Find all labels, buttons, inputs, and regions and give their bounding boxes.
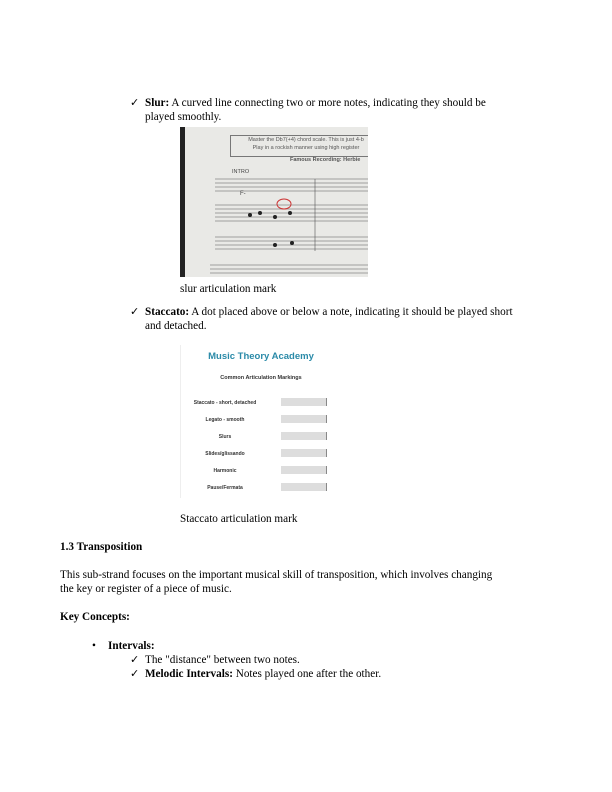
slur-sheet-music-image [180, 127, 368, 277]
check-icon: ✓ [130, 306, 140, 318]
check-icon: ✓ [130, 654, 140, 666]
staccato-definition-cont: and detached. [145, 320, 207, 332]
slur-definition-cont: played smoothly. [145, 111, 222, 123]
interval-definition: The "distance" between two notes. [145, 654, 300, 666]
paragraph: This sub-strand focuses on the important musical skill of transposition, which involves changing [60, 569, 493, 581]
bullet-icon: • [92, 640, 96, 652]
check-icon: ✓ [130, 97, 140, 109]
key-concepts-heading: Key Concepts: [60, 611, 130, 623]
articulation-staff [281, 432, 327, 440]
check-icon: ✓ [130, 668, 140, 680]
section-heading: 1.3 Transposition [60, 541, 143, 553]
image-caption: Staccato articulation mark [180, 513, 298, 525]
articulation-staff [281, 466, 327, 474]
intervals-label: Intervals: [108, 640, 155, 652]
articulation-row-label: Legato - smooth [205, 417, 245, 423]
image-caption: slur articulation mark [180, 283, 277, 295]
articulation-row-label: Pause/Fermata [207, 485, 243, 491]
staff-lines-icon [180, 127, 368, 277]
articulation-row-label: Slides/glissando [205, 451, 245, 457]
articulation-row-label: Harmonic [213, 468, 237, 474]
image-text: Master the Db7(+4) chord scale. This is just 4-b [248, 137, 364, 143]
image-text: INTRO [232, 169, 250, 175]
articulation-staff [281, 483, 327, 491]
staccato-definition: Staccato: A dot placed above or below a note, indicating it should be played short [145, 306, 513, 318]
articulation-row-label: Staccato - short, detached [193, 400, 257, 406]
articulation-row-label: Slurs [218, 434, 232, 440]
image-text: Play in a rockish manner using high register [252, 145, 360, 151]
articulation-staff [281, 449, 327, 457]
image-title: Music Theory Academy [208, 351, 314, 362]
slur-definition: Slur: A curved line connecting two or more notes, indicating they should be [145, 97, 486, 109]
articulation-staff [281, 398, 327, 406]
image-text: F- [240, 191, 246, 197]
image-subtitle: Common Articulation Markings [220, 375, 302, 381]
melodic-intervals: Melodic Intervals: Notes played one after the other. [145, 668, 382, 680]
image-text: Famous Recording: Herbie [290, 157, 361, 163]
articulation-staff [281, 415, 327, 423]
paragraph-cont: the key or register of a piece of music. [60, 583, 232, 595]
staccato-chart-image [180, 345, 341, 498]
